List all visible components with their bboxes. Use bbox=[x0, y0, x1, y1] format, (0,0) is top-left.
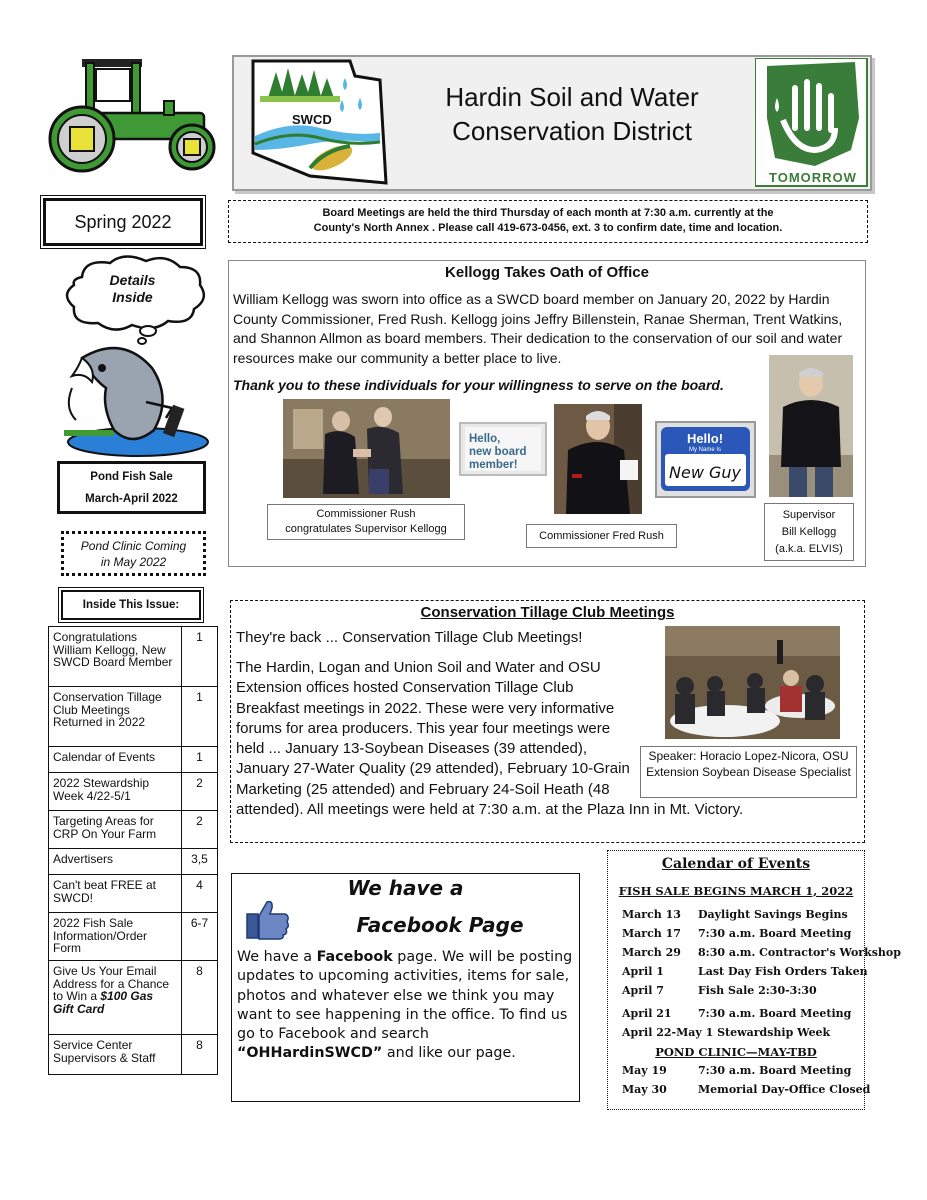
toc-page: 8 bbox=[182, 1035, 218, 1075]
toc-row bbox=[49, 913, 218, 961]
facebook-body bbox=[237, 948, 577, 1064]
event-text: 7:30 a.m. Board Meeting bbox=[698, 927, 852, 940]
kellogg-thanks: Thank you to these individuals for your willingness to serve on the board. bbox=[233, 377, 724, 393]
facebook-title-line1: We have a bbox=[347, 876, 464, 900]
issue-date-box: Spring 2022 bbox=[43, 198, 203, 246]
caption3-line3: (a.k.a. ELVIS) bbox=[775, 543, 843, 555]
event-date: April 1 bbox=[622, 965, 664, 978]
caption-handshake bbox=[267, 504, 465, 540]
calendar-event bbox=[622, 984, 817, 997]
toc-page: 1 bbox=[182, 747, 218, 773]
org-title-line2: Conservation District bbox=[452, 116, 692, 146]
calendar-event bbox=[622, 1007, 851, 1020]
event-date: April 22-May 1 bbox=[622, 1026, 714, 1039]
toc-page: 1 bbox=[182, 687, 218, 747]
event-text: Stewardship Week bbox=[717, 1026, 831, 1039]
tomorrow-label: TOMORROW bbox=[769, 170, 857, 185]
event-date: May 30 bbox=[622, 1083, 667, 1096]
fb-body-pre: We have a bbox=[237, 949, 317, 965]
event-text: 7:30 a.m. Board Meeting bbox=[698, 1064, 852, 1077]
calendar-subtitle: FISH SALE BEGINS MARCH 1, 2022 bbox=[618, 884, 854, 898]
badge1-line3: member! bbox=[469, 459, 518, 471]
fred-rush-photo bbox=[554, 404, 642, 514]
toc-row bbox=[49, 1035, 218, 1075]
calendar-event bbox=[622, 1064, 851, 1077]
details-line2: Inside bbox=[112, 289, 153, 305]
calendar-event bbox=[622, 946, 901, 959]
org-title bbox=[382, 80, 762, 148]
tomorrow-logo bbox=[755, 58, 870, 188]
kellogg-title: Kellogg Takes Oath of Office bbox=[445, 264, 649, 281]
event-date: March 29 bbox=[622, 946, 681, 959]
event-text: Last Day Fish Orders Taken bbox=[698, 965, 868, 978]
kellogg-body: William Kellogg was sworn into office as a SWCD board member on January 20, 2022 by Hardin County Commissioner, Fred Rush. Kellogg joins Jeffry Billenstein, Ranae Sherman, Trent Watkins, and Shannon Allmon as board members. Their dedication to the conservation of our soil and water resources make our community a better place to live. bbox=[233, 291, 843, 366]
badge1-line1: Hello, bbox=[469, 433, 501, 445]
toc-title: Give Us Your Email Address for a Chance to Win a bbox=[53, 964, 170, 1003]
fish-sale-line2: March-April 2022 bbox=[85, 493, 178, 505]
fb-body-mid: page. We will be posting updates to upcoming activities, items for sale, photos and whatever else we think you may want to see happening in the office. To find us go to Facebook and search bbox=[237, 949, 573, 1043]
swcd-logo-text: SWCD bbox=[292, 112, 332, 127]
handshake-photo bbox=[283, 399, 450, 498]
toc-row bbox=[49, 849, 218, 875]
toc-page: 4 bbox=[182, 875, 218, 913]
tillage-body: The Hardin, Logan and Union Soil and Water and OSU Extension offices hosted Conservation Tillage Club Breakfast meetings in 2022. These were very informative forums for area producers. This year four meetings were held ... January 13-Soybean Diseases (39 attended), January 27-Water Quality (29 attended), February 10-Grain Marketing (25 attended) and February 24-Soil Heath (48 attended). All meetings were held at 7:30 a.m. at the Plaza Inn in Mt. Victory. bbox=[236, 659, 744, 819]
toc-page: 2 bbox=[182, 773, 218, 811]
toc-page: 3,5 bbox=[182, 849, 218, 875]
event-text: Fish Sale 2:30-3:30 bbox=[698, 984, 817, 997]
toc-page: 1 bbox=[182, 627, 218, 687]
toc-row bbox=[49, 687, 218, 747]
toc-page: 2 bbox=[182, 811, 218, 849]
caption3-line1: Supervisor bbox=[782, 509, 836, 521]
toc-title-cell bbox=[49, 961, 182, 1035]
org-title-line1: Hardin Soil and Water bbox=[445, 82, 699, 112]
toc-title: Calendar of Events bbox=[49, 747, 182, 773]
toc-title-bold: $100 Gas Gift Card bbox=[53, 989, 154, 1016]
swcd-logo bbox=[250, 58, 390, 186]
badge1-line2: new board bbox=[469, 446, 527, 458]
tillage-intro: They're back ... Conservation Tillage Club Meetings! bbox=[236, 629, 583, 646]
event-date: May 19 bbox=[622, 1064, 667, 1077]
facebook-title-line2: Facebook Page bbox=[356, 913, 524, 937]
calendar-event bbox=[622, 1083, 870, 1096]
toc-row bbox=[49, 875, 218, 913]
pond-clinic-line1: Pond Clinic Coming bbox=[80, 539, 187, 553]
hello-new-guy-badge bbox=[655, 421, 756, 498]
fb-body-post: and like our page. bbox=[382, 1045, 516, 1062]
tillage-title: Conservation Tillage Club Meetings bbox=[420, 604, 675, 621]
event-text: Memorial Day-Office Closed bbox=[698, 1083, 871, 1096]
tractor-icon bbox=[44, 55, 219, 175]
toc-title: Advertisers bbox=[49, 849, 182, 875]
toc-title: 2022 Stewardship Week 4/22-5/1 bbox=[49, 773, 182, 811]
calendar-event bbox=[622, 965, 868, 978]
caption3-line2: Bill Kellogg bbox=[781, 526, 837, 538]
fish-sale-box bbox=[57, 461, 206, 514]
board-meetings-notice bbox=[228, 200, 868, 243]
toc-title: 2022 Fish Sale Information/Order Form bbox=[49, 913, 182, 961]
board-meetings-line1: Board Meetings are held the third Thursday of each month at 7:30 a.m. currently at the bbox=[322, 207, 774, 219]
fish-icon bbox=[62, 338, 212, 458]
fb-body-bold1: Facebook bbox=[316, 949, 393, 965]
toc-title: Conservation Tillage Club Meetings Returned in 2022 bbox=[49, 687, 182, 747]
details-line1: Details bbox=[109, 272, 156, 288]
badge2-hello: Hello! bbox=[686, 431, 724, 446]
caption1-line1: Commissioner Rush bbox=[316, 508, 416, 520]
event-text: Daylight Savings Begins bbox=[698, 908, 848, 921]
board-meetings-line2: County's North Annex . Please call 419-673-0456, ext. 3 to confirm date, time and location. bbox=[313, 222, 783, 234]
fb-body-bold2: “OHHardinSWCD” bbox=[237, 1045, 383, 1062]
details-inside-text bbox=[95, 272, 170, 306]
calendar-event bbox=[622, 908, 848, 921]
toc-title: Can't beat FREE at SWCD! bbox=[49, 875, 182, 913]
toc-title: Targeting Areas for CRP On Your Farm bbox=[49, 811, 182, 849]
toc-row bbox=[49, 961, 218, 1035]
pond-clinic-box bbox=[61, 531, 206, 576]
badge2-small: My Name Is bbox=[688, 447, 722, 453]
caption-bill-kellogg bbox=[764, 503, 854, 561]
toc-page: 6-7 bbox=[182, 913, 218, 961]
thumbs-up-icon bbox=[245, 898, 291, 940]
event-text: 7:30 a.m. Board Meeting bbox=[698, 1007, 852, 1020]
calendar-event bbox=[622, 1026, 830, 1039]
caption1-line2: congratulates Supervisor Kellogg bbox=[285, 523, 447, 535]
event-text: 8:30 a.m. Contractor's Workshop bbox=[698, 946, 901, 959]
toc-row bbox=[49, 747, 218, 773]
calendar-title: Calendar of Events bbox=[661, 856, 811, 872]
toc-row bbox=[49, 773, 218, 811]
speaker-caption: Speaker: Horacio Lopez-Nicora, OSU Extension Soybean Disease Specialist bbox=[640, 746, 857, 798]
fish-sale-line1: Pond Fish Sale bbox=[90, 471, 173, 483]
hello-new-board-member-badge bbox=[459, 422, 547, 476]
event-date: April 21 bbox=[622, 1007, 672, 1020]
event-date: March 17 bbox=[622, 927, 681, 940]
event-date: April 7 bbox=[622, 984, 664, 997]
caption-fred-rush: Commissioner Fred Rush bbox=[526, 524, 677, 548]
calendar-pond-clinic: POND CLINIC—MAY-TBD bbox=[655, 1045, 817, 1059]
event-date: March 13 bbox=[622, 908, 681, 921]
toc-title: Congratulations William Kellogg, New SWCD Board Member bbox=[49, 627, 182, 687]
inside-this-issue-label: Inside This Issue: bbox=[61, 590, 201, 620]
toc-row bbox=[49, 627, 218, 687]
badge2-name: New Guy bbox=[669, 463, 741, 482]
table-of-contents bbox=[48, 626, 218, 1075]
bill-kellogg-photo bbox=[769, 355, 853, 497]
pond-clinic-line2: in May 2022 bbox=[100, 555, 167, 569]
toc-title: Service Center Supervisors & Staff bbox=[49, 1035, 182, 1075]
toc-page: 8 bbox=[182, 961, 218, 1035]
toc-row bbox=[49, 811, 218, 849]
calendar-event bbox=[622, 927, 851, 940]
